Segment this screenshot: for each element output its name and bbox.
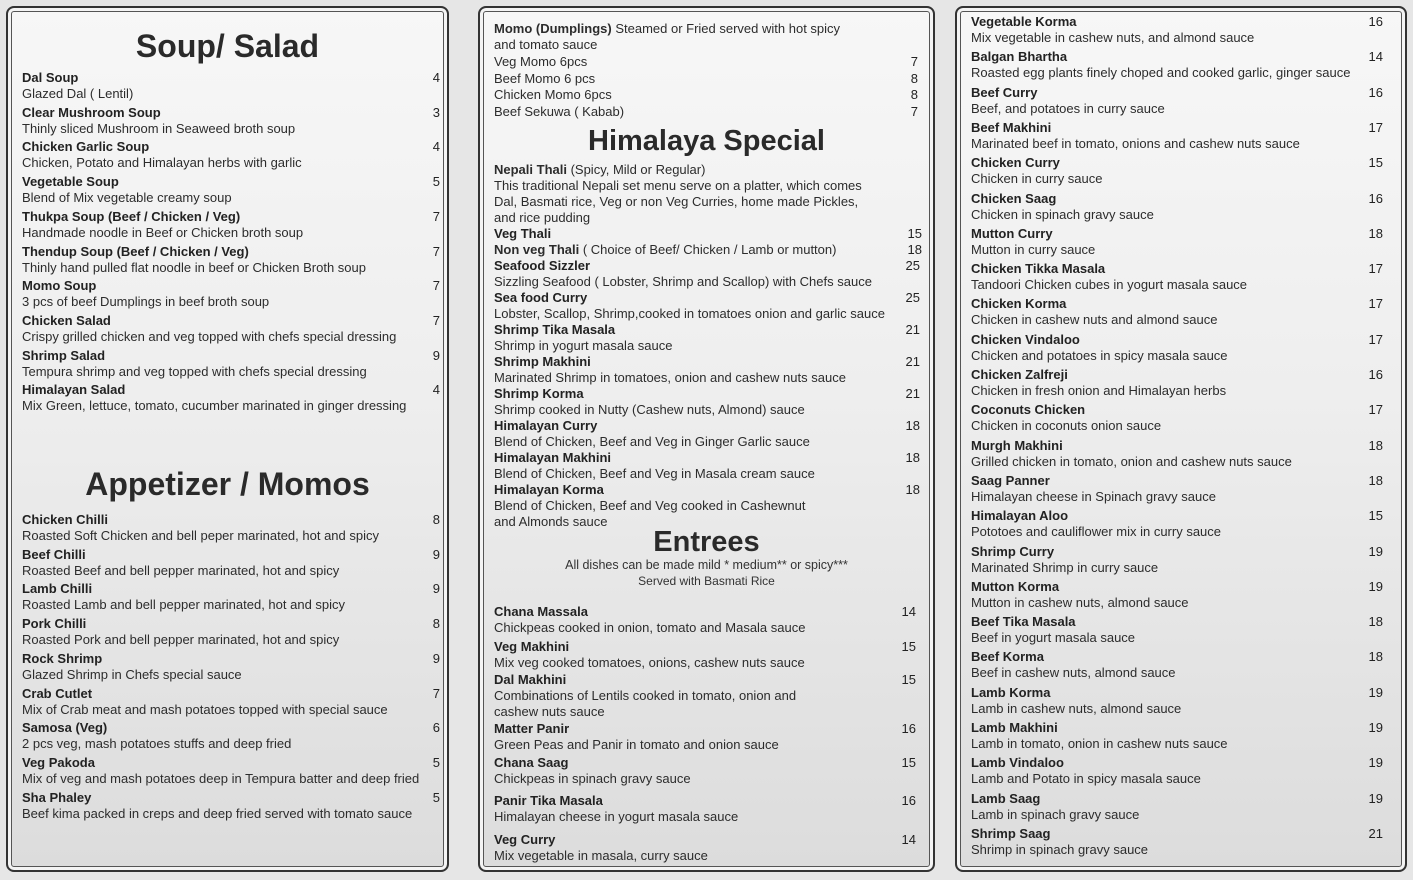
item-description: Chickpeas in spinach gravy sauce bbox=[494, 771, 691, 786]
item-name: Shrimp Salad bbox=[22, 347, 106, 363]
menu-item bbox=[22, 651, 242, 683]
item-price: 15 bbox=[901, 755, 916, 770]
item-description: 2 pcs veg, mash potatoes stuffs and deep fried bbox=[22, 736, 292, 752]
item-price: 15 bbox=[901, 672, 916, 687]
item-price: 9 bbox=[432, 581, 440, 597]
item-price: 17 bbox=[1368, 296, 1383, 312]
menu-item bbox=[971, 14, 1254, 46]
menu-item bbox=[22, 790, 412, 822]
menu-item bbox=[971, 614, 1135, 646]
item-name: Lamb Makhini bbox=[971, 720, 1058, 735]
item-name: Beef Momo 6 pcs bbox=[494, 70, 596, 86]
menu-item bbox=[22, 547, 339, 579]
menu-item bbox=[971, 120, 1300, 152]
item-name: Crab Cutlet bbox=[22, 685, 93, 701]
item-name: Shrimp Tika Masala bbox=[494, 322, 616, 337]
menu-item bbox=[494, 832, 708, 864]
menu-panel-soup-appetizer bbox=[6, 6, 449, 872]
item-description: Blend of Mix vegetable creamy soup bbox=[22, 190, 232, 206]
menu-item bbox=[971, 49, 1350, 81]
momo-name: Momo (Dumplings) bbox=[494, 21, 612, 36]
item-description: Beef, and potatoes in curry sauce bbox=[971, 100, 1165, 116]
item-price: 19 bbox=[1368, 755, 1383, 771]
item-name: Momo Soup bbox=[22, 278, 97, 294]
item-description: Mix of Crab meat and mash potatoes topped with special sauce bbox=[22, 701, 388, 717]
item-price: 7 bbox=[910, 103, 918, 119]
menu-item bbox=[494, 721, 779, 753]
item-price: 7 bbox=[432, 278, 440, 294]
menu-item bbox=[971, 791, 1139, 823]
item-name: Saag Panner bbox=[971, 472, 1050, 488]
item-price: 21 bbox=[905, 354, 920, 369]
item-price: 4 bbox=[432, 139, 440, 155]
item-name: Veg Momo 6pcs bbox=[494, 54, 588, 69]
item-description: Himalayan cheese in Spinach gravy sauce bbox=[971, 488, 1216, 504]
item-description: Chickpeas cooked in onion, tomato and Masala sauce bbox=[494, 620, 806, 635]
thali-desc-1: This traditional Nepali set menu serve on a platter, which comes bbox=[494, 178, 862, 193]
item-description-2: and Almonds sauce bbox=[494, 514, 608, 529]
item-name: Non veg Thali bbox=[494, 242, 580, 257]
item-price: 18 bbox=[1368, 437, 1383, 453]
menu-item bbox=[971, 226, 1095, 258]
menu-item bbox=[494, 639, 805, 671]
item-description: Mix veg cooked tomatoes, onions, cashew nuts sauce bbox=[494, 655, 805, 670]
menu-item bbox=[22, 581, 345, 613]
item-name: Beef Tika Masala bbox=[971, 614, 1076, 630]
item-name: Veg Pakoda bbox=[22, 754, 95, 770]
thali-note: (Spicy, Mild or Regular) bbox=[566, 162, 706, 177]
menu-item bbox=[22, 278, 269, 310]
item-description: Crispy grilled chicken and veg topped with chefs special dressing bbox=[22, 328, 397, 344]
item-name: Thukpa Soup (Beef / Chicken / Veg) bbox=[22, 208, 241, 224]
menu-item bbox=[971, 261, 1247, 293]
item-description: Blend of Chicken, Beef and Veg in Ginger Garlic sauce bbox=[494, 434, 810, 449]
item-price: 18 bbox=[905, 482, 920, 497]
item-price: 21 bbox=[905, 322, 920, 337]
item-price: 3 bbox=[432, 104, 440, 120]
item-price: 14 bbox=[901, 832, 916, 847]
item-description: Green Peas and Panir in tomato and onion sauce bbox=[494, 737, 779, 752]
item-name: Chicken Zalfreji bbox=[971, 367, 1068, 382]
menu-item bbox=[971, 826, 1148, 858]
entrees-note-2: Served with Basmati Rice bbox=[638, 574, 775, 588]
nonveg-thali bbox=[494, 242, 836, 258]
item-price: 18 bbox=[1368, 472, 1383, 488]
item-name: Pork Chilli bbox=[22, 616, 87, 632]
item-name: Balgan Bhartha bbox=[971, 49, 1068, 65]
menu-item bbox=[22, 174, 232, 206]
item-description: Mutton in cashew nuts, almond sauce bbox=[971, 594, 1189, 610]
menu-item bbox=[971, 685, 1181, 717]
item-description: Chicken in curry sauce bbox=[971, 171, 1103, 187]
item-description: Roasted egg plants finely choped and cooked garlic, ginger sauce bbox=[971, 65, 1351, 81]
menu-item bbox=[22, 755, 419, 787]
item-name: Beef Curry bbox=[971, 84, 1038, 100]
item-price: 5 bbox=[432, 174, 440, 190]
item-name: Shrimp Korma bbox=[494, 386, 584, 401]
item-description: Marinated Shrimp in curry sauce bbox=[971, 559, 1159, 575]
menu-item bbox=[494, 793, 738, 825]
item-name: Veg Thali bbox=[494, 226, 552, 241]
menu-item bbox=[494, 386, 805, 418]
item-name: Himalayan Salad bbox=[22, 382, 126, 398]
momo-desc: Steamed or Fried served with hot spicy bbox=[611, 21, 841, 36]
item-description: Roasted Soft Chicken and bell peper marinated, hot and spicy bbox=[22, 528, 379, 543]
item-price: 19 bbox=[1368, 543, 1383, 559]
item-name: Mutton Curry bbox=[971, 225, 1053, 241]
item-name: Chicken Salad bbox=[22, 312, 111, 328]
item-name: Coconuts Chicken bbox=[971, 402, 1086, 418]
menu-item bbox=[22, 313, 396, 345]
item-name: Clear Mushroom Soup bbox=[22, 104, 161, 120]
item-name: Chicken Curry bbox=[971, 155, 1060, 171]
menu-item bbox=[971, 473, 1216, 505]
nepali-thali bbox=[494, 162, 914, 226]
item-price: 19 bbox=[1368, 684, 1383, 700]
item-price: 8 bbox=[910, 70, 918, 86]
entrees-note-1: All dishes can be made mild * medium** or spicy*** bbox=[565, 558, 848, 572]
item-name: Himalayan Makhini bbox=[494, 450, 612, 465]
item-name: Beef Chilli bbox=[22, 546, 86, 562]
item-name: Shrimp Saag bbox=[971, 825, 1051, 841]
menu-item bbox=[22, 720, 291, 752]
item-price: 19 bbox=[1368, 790, 1383, 806]
item-price: 9 bbox=[432, 347, 440, 363]
menu-item bbox=[494, 482, 806, 530]
menu-item bbox=[971, 579, 1189, 611]
item-name: Beef Korma bbox=[971, 649, 1044, 665]
item-description: Handmade noodle in Beef or Chicken broth soup bbox=[22, 224, 304, 240]
item-name: Shrimp Curry bbox=[971, 543, 1055, 559]
item-description: Shrimp in spinach gravy sauce bbox=[971, 841, 1149, 857]
item-name: Chana Saag bbox=[494, 755, 569, 770]
item-description: Thinly hand pulled flat noodle in beef or Chicken Broth soup bbox=[22, 259, 366, 275]
item-name: Chicken Chilli bbox=[22, 512, 108, 527]
item-price: 16 bbox=[1368, 190, 1383, 206]
momo-header bbox=[494, 21, 894, 53]
item-description: Roasted Pork and bell pepper marinated, hot and spicy bbox=[22, 632, 340, 648]
item-description: Roasted Beef and bell pepper marinated, hot and spicy bbox=[22, 562, 340, 578]
item-name: Dal Soup bbox=[22, 70, 79, 85]
item-price: 18 bbox=[905, 450, 920, 465]
item-name: Panir Tika Masala bbox=[494, 793, 603, 808]
item-price: 18 bbox=[1368, 614, 1383, 630]
item-name: Dal Makhini bbox=[494, 672, 567, 687]
menu-item bbox=[494, 71, 595, 87]
menu-item bbox=[494, 54, 587, 70]
item-description: Lamb in spinach gravy sauce bbox=[971, 806, 1140, 822]
item-description: Mix Green, lettuce, tomato, cucumber marinated in ginger dressing bbox=[22, 398, 407, 414]
item-price: 25 bbox=[905, 290, 920, 305]
menu-panel-specials-entrees bbox=[478, 6, 935, 872]
item-name: Veg Makhini bbox=[494, 639, 570, 654]
menu-item bbox=[971, 720, 1228, 752]
item-description: Thinly sliced Mushroom in Seaweed broth soup bbox=[22, 120, 296, 136]
item-price: 16 bbox=[901, 793, 916, 808]
item-price: 15 bbox=[1368, 155, 1383, 171]
menu-item bbox=[971, 649, 1176, 681]
item-description: Combinations of Lentils cooked in tomato, onion and bbox=[494, 688, 797, 703]
item-price: 15 bbox=[1368, 508, 1383, 524]
item-description: Chicken in cashew nuts and almond sauce bbox=[971, 312, 1218, 328]
item-name: Lamb Saag bbox=[971, 790, 1041, 806]
item-description: Marinated Shrimp in tomatoes, onion and cashew nuts sauce bbox=[494, 370, 846, 385]
item-name: Himalayan Korma bbox=[494, 482, 604, 497]
menu-item bbox=[494, 755, 691, 787]
menu-item bbox=[494, 450, 815, 482]
item-description: Blend of Chicken, Beef and Veg cooked in Cashewnut bbox=[494, 498, 806, 513]
item-description: Mix of veg and mash potatoes deep in Tempura batter and deep fried bbox=[22, 770, 420, 786]
item-name: Chana Massala bbox=[494, 604, 588, 619]
item-name: Seafood Sizzler bbox=[494, 258, 591, 273]
item-price: 17 bbox=[1368, 402, 1383, 418]
item-price: 16 bbox=[1368, 14, 1383, 29]
item-price: 5 bbox=[432, 754, 440, 770]
item-price: 21 bbox=[905, 386, 920, 401]
item-price: 15 bbox=[901, 639, 916, 654]
thali-desc-3: and rice pudding bbox=[494, 210, 591, 225]
item-price: 6 bbox=[432, 720, 440, 736]
item-price: 9 bbox=[432, 546, 440, 562]
item-description-2: cashew nuts sauce bbox=[494, 704, 605, 719]
item-description: Chicken, Potato and Himalayan herbs with garlic bbox=[22, 155, 302, 171]
menu-item bbox=[22, 512, 379, 544]
item-name: Thendup Soup (Beef / Chicken / Veg) bbox=[22, 243, 249, 259]
item-description: Chicken and potatoes in spicy masala sauce bbox=[971, 347, 1228, 363]
item-description: Chicken in spinach gravy sauce bbox=[971, 206, 1154, 222]
item-price: 7 bbox=[432, 685, 440, 701]
item-description: Chicken in coconuts onion sauce bbox=[971, 418, 1162, 434]
item-description: 3 pcs of beef Dumplings in beef broth soup bbox=[22, 294, 270, 310]
menu-item bbox=[971, 367, 1226, 399]
menu-item bbox=[22, 348, 367, 380]
momo-desc-2: and tomato sauce bbox=[494, 37, 598, 52]
item-name: Chicken Tikka Masala bbox=[971, 261, 1106, 277]
menu-item bbox=[971, 544, 1158, 576]
nonveg-thali-price: 18 bbox=[907, 242, 922, 257]
section-title-soup-salad: Soup/ Salad bbox=[135, 28, 320, 64]
menu-item bbox=[494, 672, 796, 720]
section-title-himalaya-special: Himalaya Special bbox=[588, 125, 825, 157]
item-price: 4 bbox=[432, 70, 440, 85]
menu-item bbox=[971, 296, 1217, 328]
menu-item bbox=[971, 508, 1221, 540]
item-name: Sha Phaley bbox=[22, 789, 92, 805]
menu-item bbox=[971, 402, 1161, 434]
item-name: Chicken Momo 6pcs bbox=[494, 87, 612, 102]
menu-item bbox=[494, 104, 624, 120]
item-price: 7 bbox=[432, 243, 440, 259]
item-description: Lobster, Scallop, Shrimp,cooked in tomatoes onion and garlic sauce bbox=[494, 306, 885, 321]
menu-item bbox=[971, 438, 1292, 470]
item-name: Murgh Makhini bbox=[971, 437, 1063, 453]
item-name: Chicken Garlic Soup bbox=[22, 139, 150, 155]
menu-item bbox=[494, 604, 805, 636]
item-price: 18 bbox=[1368, 225, 1383, 241]
item-description: Lamb in tomato, onion in cashew nuts sauce bbox=[971, 736, 1228, 751]
menu-item bbox=[971, 191, 1154, 223]
item-price: 4 bbox=[432, 382, 440, 398]
item-name: Shrimp Makhini bbox=[494, 354, 591, 369]
item-description: Glazed Dal ( Lentil) bbox=[22, 86, 134, 101]
item-price: 17 bbox=[1368, 119, 1383, 135]
item-description: Pototoes and cauliflower mix in curry sauce bbox=[971, 524, 1222, 540]
item-name: Lamb Chilli bbox=[22, 581, 93, 597]
item-price: 16 bbox=[1368, 84, 1383, 100]
item-price: 17 bbox=[1368, 261, 1383, 277]
item-description: Marinated beef in tomato, onions and cashew nuts sauce bbox=[971, 135, 1300, 151]
item-price: 16 bbox=[901, 721, 916, 736]
item-name: Matter Panir bbox=[494, 721, 570, 736]
item-price: 8 bbox=[432, 512, 440, 527]
item-description: Himalayan cheese in yogurt masala sauce bbox=[494, 809, 739, 824]
menu-item bbox=[971, 332, 1228, 364]
veg-thali bbox=[494, 226, 551, 242]
item-name: Veg Curry bbox=[494, 832, 556, 847]
item-name: Himalayan Aloo bbox=[971, 508, 1069, 524]
item-price: 7 bbox=[910, 54, 918, 69]
item-name: Samosa (Veg) bbox=[22, 720, 108, 736]
menu-item bbox=[494, 322, 672, 354]
item-name: Sea food Curry bbox=[494, 290, 588, 305]
menu-item bbox=[22, 209, 303, 241]
item-description: Roasted Lamb and bell pepper marinated, hot and spicy bbox=[22, 597, 346, 613]
menu-item bbox=[494, 258, 872, 290]
item-description: Glazed Shrimp in Chefs special sauce bbox=[22, 666, 242, 682]
item-name: Beef Makhini bbox=[971, 119, 1052, 135]
item-description: Beef in yogurt masala sauce bbox=[971, 630, 1136, 646]
item-name: Vegetable Soup bbox=[22, 174, 119, 190]
menu-item bbox=[971, 85, 1165, 117]
item-price: 5 bbox=[432, 789, 440, 805]
item-name: Himalayan Curry bbox=[494, 418, 598, 433]
item-name: Mutton Korma bbox=[971, 578, 1060, 594]
item-price: 7 bbox=[432, 208, 440, 224]
menu-item bbox=[22, 139, 302, 171]
item-price: 8 bbox=[910, 87, 918, 102]
item-description: Mix vegetable in masala, curry sauce bbox=[494, 848, 708, 863]
menu-item bbox=[971, 155, 1103, 187]
menu-item bbox=[22, 382, 406, 414]
item-price: 14 bbox=[901, 604, 916, 619]
item-name: Rock Shrimp bbox=[22, 650, 103, 666]
section-title-entrees: Entrees bbox=[653, 526, 760, 558]
item-description: Tempura shrimp and veg topped with chefs special dressing bbox=[22, 363, 367, 379]
item-price: 21 bbox=[1368, 825, 1383, 841]
section-title-appetizer: Appetizer / Momos bbox=[85, 466, 370, 502]
item-name: Lamb Korma bbox=[971, 684, 1051, 700]
item-price: 17 bbox=[1368, 331, 1383, 347]
item-description: Beef in cashew nuts, almond sauce bbox=[971, 665, 1176, 681]
item-description: Lamb in cashew nuts, almond sauce bbox=[971, 700, 1182, 716]
item-name: Lamb Vindaloo bbox=[971, 755, 1064, 771]
item-description: Sizzling Seafood ( Lobster, Shrimp and Scallop) with Chefs sauce bbox=[494, 274, 872, 289]
item-price: 19 bbox=[1368, 720, 1383, 735]
menu-item bbox=[22, 244, 366, 276]
item-price: 19 bbox=[1368, 578, 1383, 594]
item-description: Grilled chicken in tomato, onion and cashew nuts sauce bbox=[971, 453, 1292, 469]
thali-name: Nepali Thali bbox=[494, 162, 567, 177]
item-price: 7 bbox=[432, 312, 440, 328]
item-description: Chicken in fresh onion and Himalayan herbs bbox=[971, 383, 1227, 398]
menu-item bbox=[971, 755, 1201, 787]
item-price: 9 bbox=[432, 650, 440, 666]
item-name: Chicken Vindaloo bbox=[971, 331, 1080, 347]
item-description: Mutton in curry sauce bbox=[971, 241, 1096, 257]
item-description: Lamb and Potato in spicy masala sauce bbox=[971, 771, 1201, 787]
item-description: Tandoori Chicken cubes in yogurt masala sauce bbox=[971, 277, 1248, 293]
item-name: Chicken Korma bbox=[971, 296, 1067, 312]
menu-item bbox=[22, 70, 133, 102]
item-price: 18 bbox=[1368, 649, 1383, 665]
menu-item bbox=[22, 686, 388, 718]
item-price: 14 bbox=[1368, 49, 1383, 65]
item-description: Shrimp in yogurt masala sauce bbox=[494, 338, 673, 353]
menu-item bbox=[22, 105, 295, 137]
item-price: 8 bbox=[432, 616, 440, 632]
menu-item bbox=[494, 354, 846, 386]
item-note: ( Choice of Beef/ Chicken / Lamb or mutton) bbox=[579, 242, 837, 257]
item-description: Blend of Chicken, Beef and Veg in Masala cream sauce bbox=[494, 466, 815, 481]
menu-item bbox=[494, 87, 612, 103]
menu-item bbox=[494, 418, 810, 450]
item-description: Shrimp cooked in Nutty (Cashew nuts, Almond) sauce bbox=[494, 402, 805, 417]
item-name: Vegetable Korma bbox=[971, 14, 1077, 29]
item-price: 18 bbox=[905, 418, 920, 433]
item-price: 16 bbox=[1368, 367, 1383, 382]
menu-item bbox=[494, 290, 885, 322]
thali-desc-2: Dal, Basmati rice, Veg or non Veg Curries, home made Pickles, bbox=[494, 194, 859, 209]
menu-panel-curries bbox=[955, 6, 1407, 872]
item-price: 25 bbox=[905, 258, 920, 273]
item-name: Chicken Saag bbox=[971, 190, 1057, 206]
item-description: Mix vegetable in cashew nuts, and almond sauce bbox=[971, 30, 1255, 45]
menu-item bbox=[22, 616, 339, 648]
veg-thali-price: 15 bbox=[907, 226, 922, 241]
item-description: Beef kima packed in creps and deep fried served with tomato sauce bbox=[22, 805, 413, 821]
item-name: Beef Sekuwa ( Kabab) bbox=[494, 103, 625, 119]
